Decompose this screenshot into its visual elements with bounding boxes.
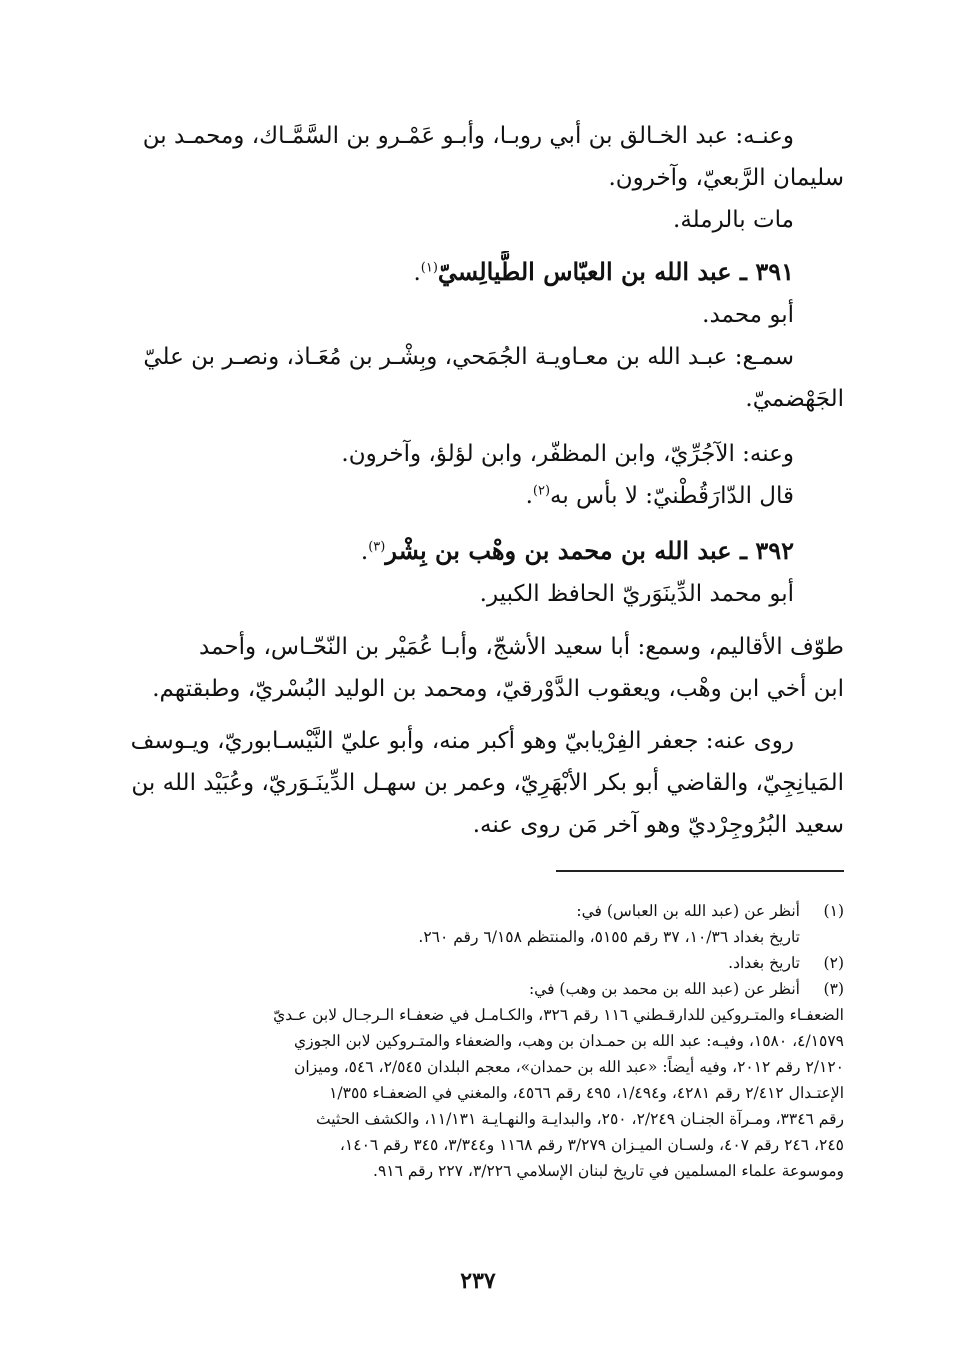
text-line: وعنـه: عبد الخـالق بن أبي روبـا، وأبـو عَمْـرو بن السَّمَّـاك، ومحمـد بن (142, 123, 794, 149)
footnote-ref-1: (١) (420, 260, 438, 276)
text-line: سمـع: عبـد الله بن معـاويـة الجُمَحي، وبِشْـر بن مُعَـاذ، ونصـر بن عليّ (143, 344, 794, 370)
text-line: طوّف الأقاليم، وسمع: أبا سعيد الأشجّ، وأبـا عُمَيْر بن النّحّـاس، وأحمد (199, 634, 844, 660)
footnote-divider (556, 870, 844, 872)
footnote-ref-2: (٢) (532, 483, 551, 499)
entry-391-title: ٣٩١ ـ عبد الله بن العبّاس الطَّيالِسيّ (437, 257, 794, 286)
footnote-number: (٢) (823, 954, 844, 972)
entry-392-travels (119, 626, 844, 710)
footnote-3 (119, 976, 844, 1002)
entry-392 (119, 530, 844, 615)
footnote-text: ٢/١٢٠ رقم ٢٠١٢، وفيه أيضاً: «عبد الله بن حمدان»، معجم البلدان ٢/٥٤٥، ٥٤٦، وميزان (294, 1058, 844, 1076)
footnote-number: (١) (823, 902, 844, 920)
text-line: قال الدّارَقُطْنيّ: لا بأس به$^{(٢)}$. (525, 483, 794, 509)
text-line: سليمان الرَّبعيّ، وآخرون. (608, 165, 844, 191)
text-line: ابن أخي ابن وهْب، ويعقوب الدَّوْرقيّ، ومحمد بن الوليد البُسْريّ، وطبقتهم. (152, 676, 844, 702)
page-number: ٢٣٧ (460, 1268, 496, 1294)
footnote-text: تاريخ بغداد. (728, 954, 800, 972)
text-line: أبو محمد. (702, 302, 794, 328)
entry-391-heading: ٣٩١ ـ عبد الله بن العبّاس الطَّيالِسيّ$^{(١)}$. (413, 257, 794, 286)
daraqutni-quote: قال الدّارَقُطْنيّ: لا بأس به (550, 483, 794, 509)
text-line: الجَهْضميّ. (745, 386, 844, 412)
text-line: المَيانِجِيّ، والقاضي أبو بكر الأبْهَرِيّ، وعمر بن سهـل الدِّينَـوَريّ، وعُبَيْد الله بن (131, 770, 844, 796)
footnote-text: الضعفـاء والمتـروكين للدارقـطني ١١٦ رقم ٣٢٦، والكـامـل في ضعفـاء الـرجـال لابن عـديّ (273, 1006, 844, 1024)
footnote-text: الإعتـدال ٢/٤١٢ رقم ٤٢٨١، و١/٤٩٤، ٤٩٥ رقم ٤٥٦٦، والمغني في الضعفـاء ١/٣٥٥ (329, 1084, 844, 1102)
entry-391 (119, 251, 844, 420)
footnote-text: تاريخ بغداد ١٠/٣٦، ٣٧ رقم ٥١٥٥، والمنتظم ٦/١٥٨ رقم ٢٦٠. (418, 928, 800, 946)
entry-390-continuation (119, 115, 844, 241)
entry-392-title: ٣٩٢ ـ عبد الله بن محمد بن وهْب بن بِشْر (385, 536, 794, 565)
footnote-1 (119, 898, 844, 924)
footnote-ref-3: (٣) (368, 539, 386, 555)
footnote-text: ٢٤٥، ٢٤٦ رقم ٤٠٧، ولسـان الميـزان ٣/٢٧٩ رقم ١١٦٨ و٣/٣٤٤، ٣٤٥ رقم ١٤٠٦، (339, 1136, 844, 1154)
text-line: أبو محمد الدِّينَوَريّ الحافظ الكبير. (479, 581, 794, 607)
entry-392-heading: ٣٩٢ ـ عبد الله بن محمد بن وهْب بن بِشْر$^{(٣)}$. (360, 536, 794, 565)
footnote-text: رقم ٣٣٤٦، ومـرآة الجنـان ٢/٢٤٩، ٢٥٠، والبدايـة والنهـايـة ١١/١٣١، والكشف الحثيث (316, 1110, 844, 1128)
text-line: روى عنه: جعفر الفِرْيابيّ وهو أكبر منه، وأبو عليّ النَّيْسـابوريّ، ويـوسف (130, 728, 794, 754)
text-line: سعيد البُرُوجِرْديّ وهو آخر مَن روى عنه. (472, 812, 844, 838)
entry-391-narrators (119, 433, 844, 517)
footnote-text: وموسوعة علماء المسلمين في تاريخ لبنان الإسلامي ٣/٢٢٦، ٢٢٧ رقم ٩١٦. (373, 1162, 844, 1180)
footnote-text: أنظر عن (عبد الله بن العباس) في: (576, 902, 800, 920)
text-line: وعنه: الآجُرِّيّ، وابن المظفّر، وابن لؤلؤ، وآخرون. (341, 441, 794, 467)
footnote-text: أنظر عن (عبد الله بن محمد بن وهب) في: (528, 980, 800, 998)
footnotes (119, 898, 844, 1184)
text-line: مات بالرملة. (673, 207, 794, 233)
entry-392-narrators (119, 720, 844, 846)
footnote-number: (٣) (823, 980, 844, 998)
footnote-2 (119, 950, 844, 976)
footnote-text: ٤/١٥٧٩، ١٥٨٠، وفيـه: عبد الله بن حمـدان بن وهب، والضعفاء والمتـروكين لابن الجوزي (294, 1032, 844, 1050)
